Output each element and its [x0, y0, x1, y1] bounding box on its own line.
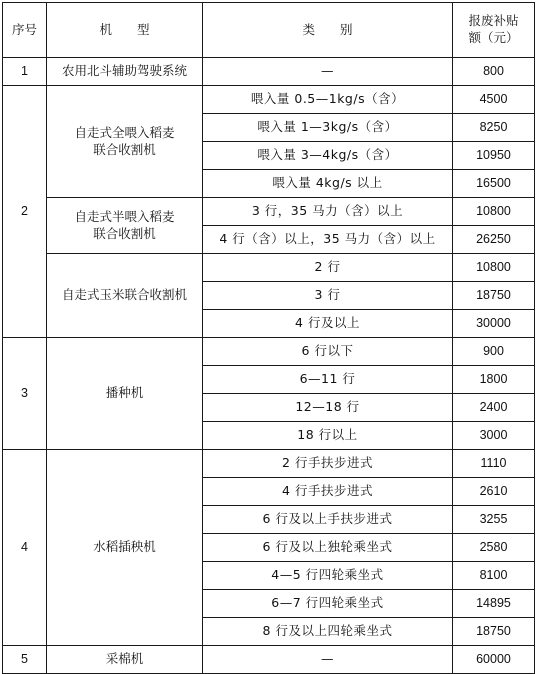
machine-name-line: 播种机 — [105, 385, 144, 401]
table-header — [3, 3, 535, 58]
amount-cell: 2610 — [453, 478, 535, 506]
category-cell: 3 行 — [203, 282, 453, 310]
category-cell: 4 行及以上 — [203, 310, 453, 338]
table-row — [3, 450, 535, 478]
machine-cell — [47, 338, 203, 450]
machine-cell — [47, 58, 203, 86]
table-row — [3, 86, 535, 114]
category-cell: 喂入量 0.5—1kg/s（含） — [203, 86, 453, 114]
header-subsidy — [453, 3, 535, 58]
machine-cell — [47, 198, 203, 254]
category-cell: 喂入量 3—4kg/s（含） — [203, 142, 453, 170]
amount-cell: 3255 — [453, 506, 535, 534]
amount-cell: 10950 — [453, 142, 535, 170]
category-cell: 4—5 行四轮乘坐式 — [203, 562, 453, 590]
header-subsidy-line2: 额（元） — [468, 30, 519, 45]
category-cell: — — [203, 646, 453, 674]
amount-cell: 4500 — [453, 86, 535, 114]
seq-cell: 4 — [3, 450, 47, 646]
category-cell: — — [203, 58, 453, 86]
category-cell: 6 行及以上独轮乘坐式 — [203, 534, 453, 562]
amount-cell: 18750 — [453, 618, 535, 646]
amount-cell: 800 — [453, 58, 535, 86]
machine-cell — [47, 646, 203, 674]
amount-cell: 30000 — [453, 310, 535, 338]
category-cell: 6—11 行 — [203, 366, 453, 394]
header-model: 机 型 — [47, 3, 203, 58]
table-row — [3, 58, 535, 86]
amount-cell: 3000 — [453, 422, 535, 450]
category-cell: 喂入量 1—3kg/s（含） — [203, 114, 453, 142]
category-cell: 3 行，35 马力（含）以上 — [203, 198, 453, 226]
machine-cell — [47, 86, 203, 198]
amount-cell: 14895 — [453, 590, 535, 618]
category-cell: 4 行（含）以上，35 马力（含）以上 — [203, 226, 453, 254]
amount-cell: 1110 — [453, 450, 535, 478]
amount-cell: 8100 — [453, 562, 535, 590]
seq-cell: 3 — [3, 338, 47, 450]
amount-cell: 60000 — [453, 646, 535, 674]
amount-cell: 26250 — [453, 226, 535, 254]
header-row — [3, 3, 535, 58]
machine-name-line: 联合收割机 — [93, 141, 156, 157]
header-seq: 序号 — [3, 3, 47, 58]
table-row — [3, 254, 535, 282]
amount-cell: 2400 — [453, 394, 535, 422]
amount-cell: 10800 — [453, 198, 535, 226]
seq-cell: 2 — [3, 86, 47, 338]
table-row — [3, 646, 535, 674]
category-cell: 4 行手扶步进式 — [203, 478, 453, 506]
subsidy-table — [2, 2, 535, 674]
amount-cell: 18750 — [453, 282, 535, 310]
machine-cell — [47, 450, 203, 646]
machine-name-line: 采棉机 — [105, 651, 144, 667]
category-cell: 6—7 行四轮乘坐式 — [203, 590, 453, 618]
category-cell: 8 行及以上四轮乘坐式 — [203, 618, 453, 646]
amount-cell: 900 — [453, 338, 535, 366]
amount-cell: 8250 — [453, 114, 535, 142]
machine-name-line: 自走式全喂入稻麦 — [74, 124, 175, 140]
machine-name-line: 自走式半喂入稻麦 — [74, 208, 175, 224]
category-cell: 2 行手扶步进式 — [203, 450, 453, 478]
machine-cell — [47, 254, 203, 338]
amount-cell: 1800 — [453, 366, 535, 394]
header-subsidy-line1: 报废补贴 — [468, 13, 519, 29]
category-cell: 喂入量 4kg/s 以上 — [203, 170, 453, 198]
category-cell: 6 行及以上手扶步进式 — [203, 506, 453, 534]
machine-name-line: 联合收割机 — [93, 225, 156, 241]
seq-cell: 5 — [3, 646, 47, 674]
category-cell: 12—18 行 — [203, 394, 453, 422]
header-category: 类 别 — [203, 3, 453, 58]
table-row — [3, 338, 535, 366]
category-cell: 6 行以下 — [203, 338, 453, 366]
table-body — [3, 58, 535, 674]
amount-cell: 2580 — [453, 534, 535, 562]
category-cell: 18 行以上 — [203, 422, 453, 450]
machine-name-line: 自走式玉米联合收割机 — [61, 287, 187, 303]
seq-cell: 1 — [3, 58, 47, 86]
table-row — [3, 198, 535, 226]
machine-name-line: 农用北斗辅助驾驶系统 — [61, 63, 187, 79]
amount-cell: 10800 — [453, 254, 535, 282]
category-cell: 2 行 — [203, 254, 453, 282]
machine-name-line: 水稻插秧机 — [93, 539, 156, 555]
amount-cell: 16500 — [453, 170, 535, 198]
